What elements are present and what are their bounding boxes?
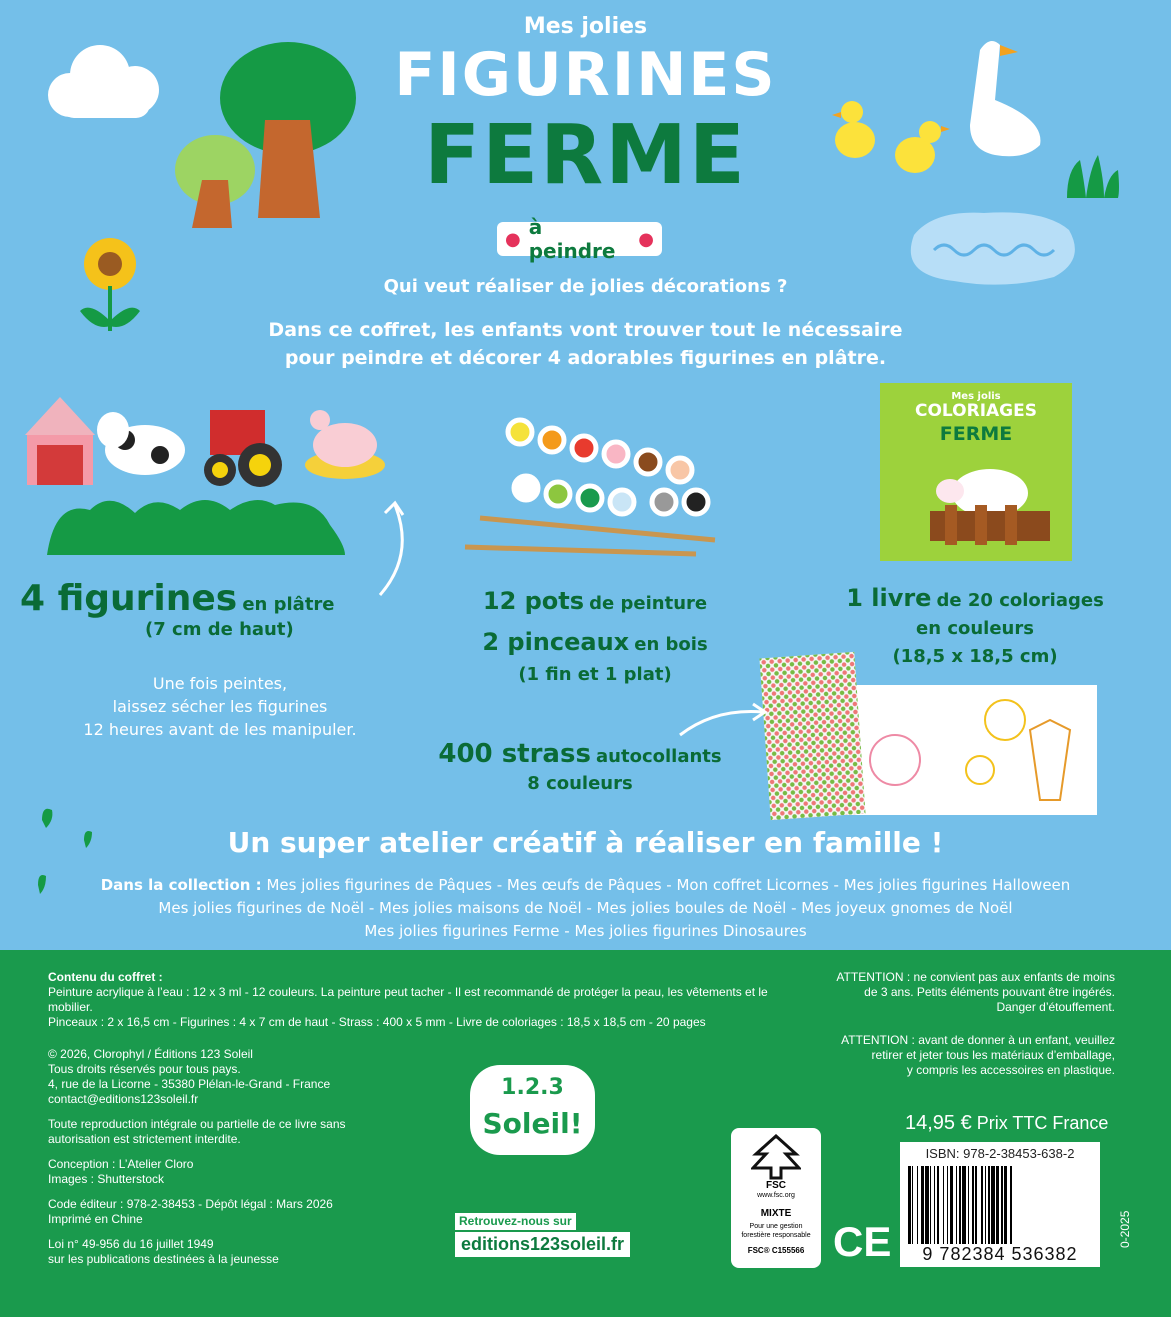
contents-title: Contenu du coffret : — [48, 970, 163, 984]
paint-pots-illustration — [460, 410, 720, 580]
warning-line: retirer et jeter tous les matériaux d’emballage, — [871, 1048, 1115, 1062]
credits-line: Images : Shutterstock — [48, 1172, 165, 1186]
barcode-stripe — [1012, 1166, 1013, 1244]
note-line-3: 12 heures avant de les manipuler. — [83, 720, 357, 739]
paint-big-2: 2 pinceaux — [482, 628, 630, 656]
figurines-note — [40, 672, 400, 741]
warning-line: Danger d’étouffement. — [996, 1000, 1115, 1014]
logo-word: Soleil! — [482, 1107, 583, 1140]
feature-book — [810, 584, 1140, 671]
strass-small: autocollants — [596, 746, 722, 767]
fsc-name: FSC — [766, 1180, 786, 1191]
coloring-sketch-icon — [850, 690, 1090, 810]
strass-line-2: 8 couleurs — [527, 773, 633, 794]
website-url[interactable]: editions123soleil.fr — [455, 1232, 630, 1257]
collection-label: Dans la collection : — [100, 876, 262, 894]
intro-question: Qui veut réaliser de jolies décorations ? — [383, 276, 788, 297]
feature-figurines-big: 4 figurines — [20, 578, 238, 619]
price-label: Prix TTC France — [976, 1113, 1109, 1133]
book-title-1: COLORIAGES — [915, 401, 1037, 421]
copyright-block — [48, 1047, 408, 1267]
fsc-code: FSC® C155566 — [747, 1246, 805, 1255]
copyright-line: Tous droits réservés pour tous pays. — [48, 1062, 241, 1076]
warning-line: y compris les accessoires en plastique. — [906, 1063, 1115, 1077]
strass-big: 400 strass — [438, 739, 591, 769]
feature-paint — [420, 582, 770, 686]
warning-line: ATTENTION : avant de donner à un enfant, veuillez — [841, 1033, 1115, 1047]
dot-icon: ● — [638, 228, 654, 250]
contents-line-1: Peinture acrylique à l’eau : 12 x 3 ml - 12 couleurs. La peinture peut tacher - Il est recommandé de protéger la peau, les vêtements et le mobilier. — [48, 985, 768, 1014]
arrow-icon — [675, 700, 770, 740]
intro-line-2: pour peindre et décorer 4 adorables figurines en plâtre. — [284, 347, 887, 369]
law-line: sur les publications destinées à la jeunesse — [48, 1252, 279, 1266]
contact-email: contact@editions123soleil.fr — [48, 1092, 199, 1106]
figurines-illustration — [15, 385, 390, 560]
barcode-block — [900, 1142, 1100, 1267]
feature-figurines-small: en plâtre — [242, 594, 335, 615]
credits-line: Conception : L’Atelier Cloro — [48, 1157, 194, 1171]
barcode-digits: 9 782384 536382 — [922, 1244, 1078, 1264]
intro-line-1: Dans ce coffret, les enfants vont trouver tout le nécessaire — [268, 319, 903, 341]
collection-line-2: Mes jolies figurines de Noël - Mes jolies maisons de Noël - Mes jolies boules de Noël - Mes joyeux gnomes de Noël — [158, 899, 1013, 917]
website-label: Retrouvez-nous sur — [455, 1213, 576, 1230]
dot-icon: ● — [505, 228, 521, 250]
contents-block — [48, 970, 808, 1030]
title-line-1: FIGURINES — [394, 40, 777, 110]
coloring-book-cover — [880, 383, 1072, 561]
intro-text — [0, 316, 1171, 372]
legal-line: Imprimé en Chine — [48, 1212, 143, 1226]
collection-list — [80, 874, 1091, 943]
copyright-line: © 2026, Clorophyl / Éditions 123 Soleil — [48, 1047, 253, 1061]
book-title-2: FERME — [939, 423, 1013, 445]
isbn: ISBN: 978-2-38453-638-2 — [925, 1146, 1075, 1161]
paint-small-1: de peinture — [589, 593, 708, 614]
badge — [497, 215, 662, 263]
fsc-mix: MIXTE — [760, 1208, 792, 1219]
title-line-2: FERME — [424, 108, 747, 203]
fsc-label — [731, 1128, 821, 1268]
price — [905, 1112, 1108, 1135]
publisher-logo — [470, 1065, 595, 1155]
ce-mark: CE — [833, 1218, 892, 1265]
paint-big-1: 12 pots — [482, 587, 585, 615]
legal-line: Code éditeur : 978-2-38453 - Dépôt légal : Mars 2026 — [48, 1197, 333, 1211]
copyright-line: 4, rue de la Licorne - 35380 Plélan-le-Grand - France — [48, 1077, 331, 1091]
fsc-text — [731, 1222, 821, 1240]
tagline: Un super atelier créatif à réaliser en famille ! — [227, 826, 944, 859]
collection-line-3: Mes jolies figurines Ferme - Mes jolies figurines Dinosaures — [364, 922, 807, 940]
title-overline: Mes jolies — [523, 14, 648, 39]
strass-sheet — [759, 652, 865, 820]
reproduction-line: Toute reproduction intégrale ou partielle de ce livre sans — [48, 1117, 346, 1131]
barcode — [908, 1166, 1092, 1244]
feature-figurines-size: (7 cm de haut) — [145, 619, 294, 640]
side-code: 0-2025 — [1118, 1210, 1132, 1248]
book-small: de 20 coloriages — [936, 590, 1104, 611]
feature-strass — [420, 738, 740, 795]
book-line-2: en couleurs — [916, 618, 1034, 639]
fsc-url: www.fsc.org — [757, 1192, 795, 1199]
tree-check-icon — [751, 1134, 801, 1180]
sheep-icon — [920, 453, 1060, 553]
paint-line-3: (1 fin et 1 plat) — [518, 664, 672, 685]
strass-illustration — [750, 655, 1102, 820]
book-line-3: (18,5 x 18,5 cm) — [892, 646, 1058, 667]
reproduction-line: autorisation est strictement interdite. — [48, 1132, 241, 1146]
price-value: 14,95 € — [905, 1112, 972, 1134]
website-block — [455, 1210, 630, 1257]
law-line: Loi n° 49-956 du 16 juillet 1949 — [48, 1237, 214, 1251]
book-overline: Mes jolis — [951, 391, 1001, 402]
paint-small-2: en bois — [634, 634, 708, 655]
feature-figurines — [20, 578, 380, 640]
fsc-text-line: forestière responsable — [741, 1232, 811, 1239]
contents-line-2: Pinceaux : 2 x 16,5 cm - Figurines : 4 x 7 cm de haut - Strass : 400 x 5 mm - Livre de coloriages : 18,5 x 18,5 cm - 20 pages — [48, 1015, 706, 1029]
warning-block — [810, 970, 1115, 1078]
pond-illustration — [894, 205, 1084, 287]
logo-numbers: 1.2.3 — [501, 1075, 564, 1100]
badge-label: à peindre — [528, 215, 616, 263]
book-big: 1 livre — [846, 584, 932, 612]
warning-line: de 3 ans. Petits éléments pouvant être ingérés. — [864, 985, 1115, 999]
note-line-2: laissez sécher les figurines — [112, 697, 328, 716]
collection-line-1: Mes jolies figurines de Pâques - Mes œufs de Pâques - Mon coffret Licornes - Mes jolies figurines Halloween — [266, 876, 1071, 894]
warning-line: ATTENTION : ne convient pas aux enfants de moins — [836, 970, 1115, 984]
fsc-text-line: Pour une gestion — [749, 1223, 803, 1230]
note-line-1: Une fois peintes, — [152, 674, 288, 693]
